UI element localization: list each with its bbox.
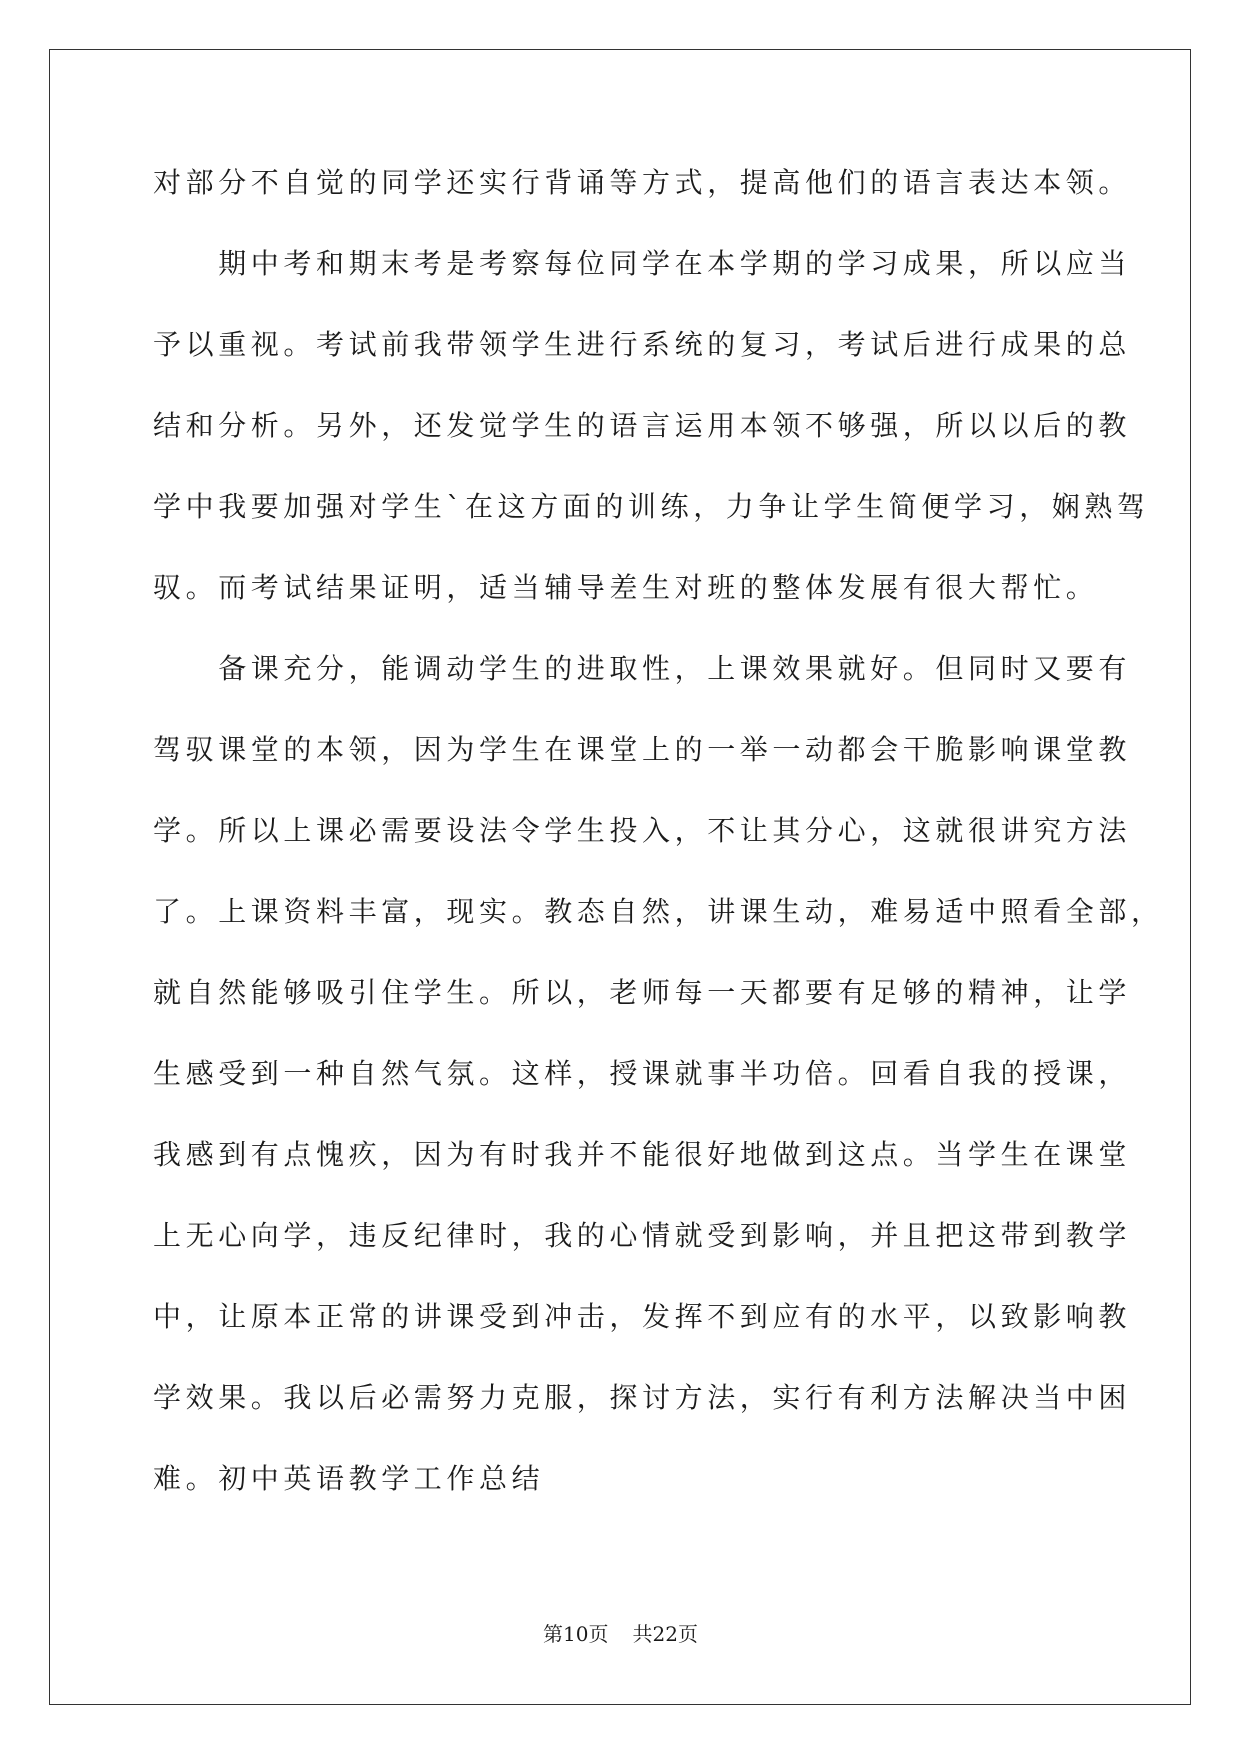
text-line: 就自然能够吸引住学生。所以，老师每一天都要有足够的精神，让学 — [153, 976, 1132, 1009]
text-line: 我感到有点愧疚，因为有时我并不能很好地做到这点。当学生在课堂 — [153, 1138, 1132, 1171]
body-text — [153, 163, 1164, 1540]
text-line: 对部分不自觉的同学还实行背诵等方式，提高他们的语言表达本领。 — [153, 166, 1132, 199]
text-line: 难。初中英语教学工作总结 — [153, 1462, 545, 1495]
page-footer — [0, 1618, 1241, 1647]
text-line: 中，让原本正常的讲课受到冲击，发挥不到应有的水平，以致影响教 — [153, 1300, 1132, 1333]
page-number: 第10页 — [543, 1622, 609, 1646]
text-line: 驭。而考试结果证明，适当辅导差生对班的整体发展有很大帮忙。 — [153, 571, 1099, 604]
text-line: 了。上课资料丰富，现实。教态自然，讲课生动，难易适中照看全部， — [153, 895, 1164, 928]
text-line: 予以重视。考试前我带领学生进行系统的复习，考试后进行成果的总 — [153, 328, 1132, 361]
text-line: 结和分析。另外，还发觉学生的语言运用本领不够强，所以以后的教 — [153, 409, 1132, 442]
text-line: 学。所以上课必需要设法令学生投入，不让其分心，这就很讲究方法 — [153, 814, 1132, 847]
text-line: 学效果。我以后必需努力克服，探讨方法，实行有利方法解决当中困 — [153, 1381, 1132, 1414]
text-line: 期中考和期末考是考察每位同学在本学期的学习成果，所以应当 — [153, 247, 1132, 280]
text-line: 生感受到一种自然气氛。这样，授课就事半功倍。回看自我的授课， — [153, 1057, 1132, 1090]
page-total: 共22页 — [632, 1622, 698, 1646]
text-line: 上无心向学，违反纪律时，我的心情就受到影响，并且把这带到教学 — [153, 1219, 1132, 1252]
text-line: 备课充分，能调动学生的进取性，上课效果就好。但同时又要有 — [153, 652, 1132, 685]
text-line: 驾驭课堂的本领，因为学生在课堂上的一举一动都会干脆影响课堂教 — [153, 733, 1132, 766]
text-line: 学中我要加强对学生`在这方面的训练，力争让学生简便学习，娴熟驾 — [153, 490, 1150, 523]
